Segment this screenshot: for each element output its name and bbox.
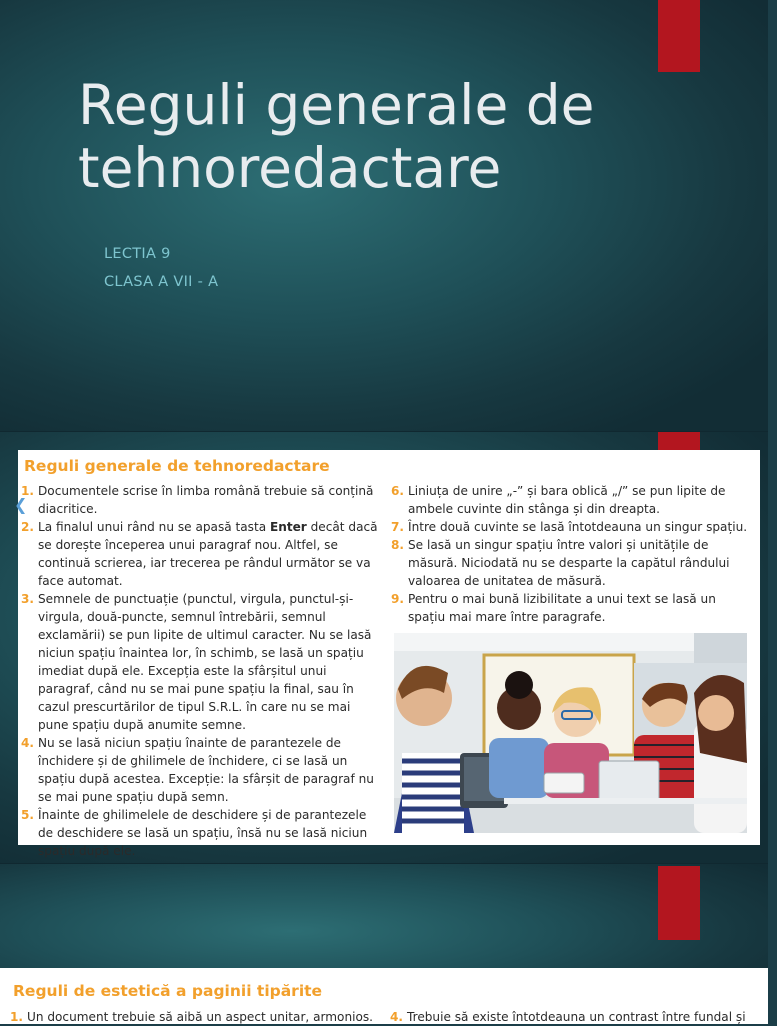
rule-item-3	[21, 590, 379, 734]
subtitle-line-class: CLASA A VII - A	[104, 274, 219, 290]
rule-item-5	[21, 806, 379, 860]
accent-bar	[658, 866, 700, 940]
rule-number: 4.	[390, 1010, 404, 1024]
rule-keyword: Enter	[269, 520, 307, 534]
slide-subtitle	[104, 240, 218, 296]
slide-title: Reguli generale de tehnoredactare	[78, 73, 595, 200]
rule-number: 4.	[21, 736, 35, 750]
slide-1	[0, 0, 768, 432]
rule-text: Liniuța de unire „-” și bara oblică „/” se pun lipite de ambele cuvinte din stânga și din dreapta.	[408, 484, 726, 516]
rule-text: Între două cuvinte se lasă întotdeauna un singur spațiu.	[408, 520, 748, 534]
rule-number: 8.	[391, 538, 405, 552]
rule-item-1	[21, 482, 379, 518]
rule-number: 7.	[391, 520, 405, 534]
panel-title: Reguli generale de tehnoredactare	[24, 457, 330, 475]
accent-bar	[658, 432, 700, 452]
rule-number: 5.	[21, 808, 35, 822]
rules-panel	[18, 450, 760, 858]
rule-text: Pentru o mai bună lizibilitate a unui text se lasă un spațiu mai mare între paragrafe.	[408, 592, 716, 624]
rule-item-6	[391, 482, 753, 518]
rule-text: decât dacă se dorește începerea unui paragraf nou. Altfel, se continuă scrierea, iar trecerea pe rândul următor se va face automat.	[38, 520, 378, 588]
rule-text: Înainte de ghilimelele de deschidere și de parantezele de deschidere se lasă un spațiu, însă nu se lasă niciun spațiu după ele.	[38, 808, 368, 858]
rules-column-left	[21, 482, 379, 860]
rule-number: 2.	[21, 520, 35, 534]
rule-item-4	[390, 1008, 777, 1026]
rule-text: Documentele scrise în limba română trebuie să conțină diacritice.	[38, 484, 374, 516]
rule-item-1	[10, 1008, 373, 1026]
rules-column-right	[391, 482, 753, 626]
rule-text: Semnele de punctuație (punctul, virgula, punctul-și-virgula, două-puncte, semnul întrebării, semnul exclamării) se pun lipite de ultimul caracter. Nu se lasă niciun spațiu înaintea lor, în schimb, se lasă un spațiu imediat după ele. Excepția este la sfârșitul unui paragraf, când nu se mai pune spațiu la final, sau în cazul prescurtărilor de tipul S.R.L. în care nu se mai pune spațiu după anumite semne.	[38, 592, 372, 732]
rule-number: 6.	[391, 484, 405, 498]
aesthetics-panel	[0, 968, 768, 1024]
rule-item-9	[391, 590, 753, 626]
students-photo	[394, 633, 747, 833]
rule-text: Nu se lasă niciun spațiu înainte de parantezele de închidere și de ghilimele de închidere, ci se lasă un spațiu după acestea. Excepție: la sfârșit de paragraf nu se mai pune spațiu după semn.	[38, 736, 374, 804]
students-illustration	[394, 633, 747, 833]
rule-item-8	[391, 536, 753, 590]
rule-item-7	[391, 518, 753, 536]
rule-text: Se lasă un singur spațiu între valori și unitățile de măsură. Niciodată nu se desparte la capătul rândului valoarea de unitatea de măsură.	[408, 538, 730, 588]
rule-number: 3.	[21, 592, 35, 606]
cursor-icon: ❮	[14, 495, 28, 514]
subtitle-line-lesson: LECTIA 9	[104, 246, 171, 262]
panel-title: Reguli de estetică a paginii tipărite	[13, 982, 323, 1000]
rule-text: La finalul unui rând nu se apasă tasta	[38, 520, 270, 534]
rule-text: Trebuie să existe întotdeauna un contrast între fundal și	[407, 1010, 746, 1024]
rule-item-4	[21, 734, 379, 806]
rule-number: 9.	[391, 592, 405, 606]
rule-number: 1.	[10, 1010, 24, 1024]
accent-bar	[658, 0, 700, 72]
rule-number: 1.	[21, 484, 35, 498]
rule-item-2	[21, 518, 379, 590]
rule-text: Un document trebuie să aibă un aspect unitar, armonios.	[27, 1010, 374, 1024]
